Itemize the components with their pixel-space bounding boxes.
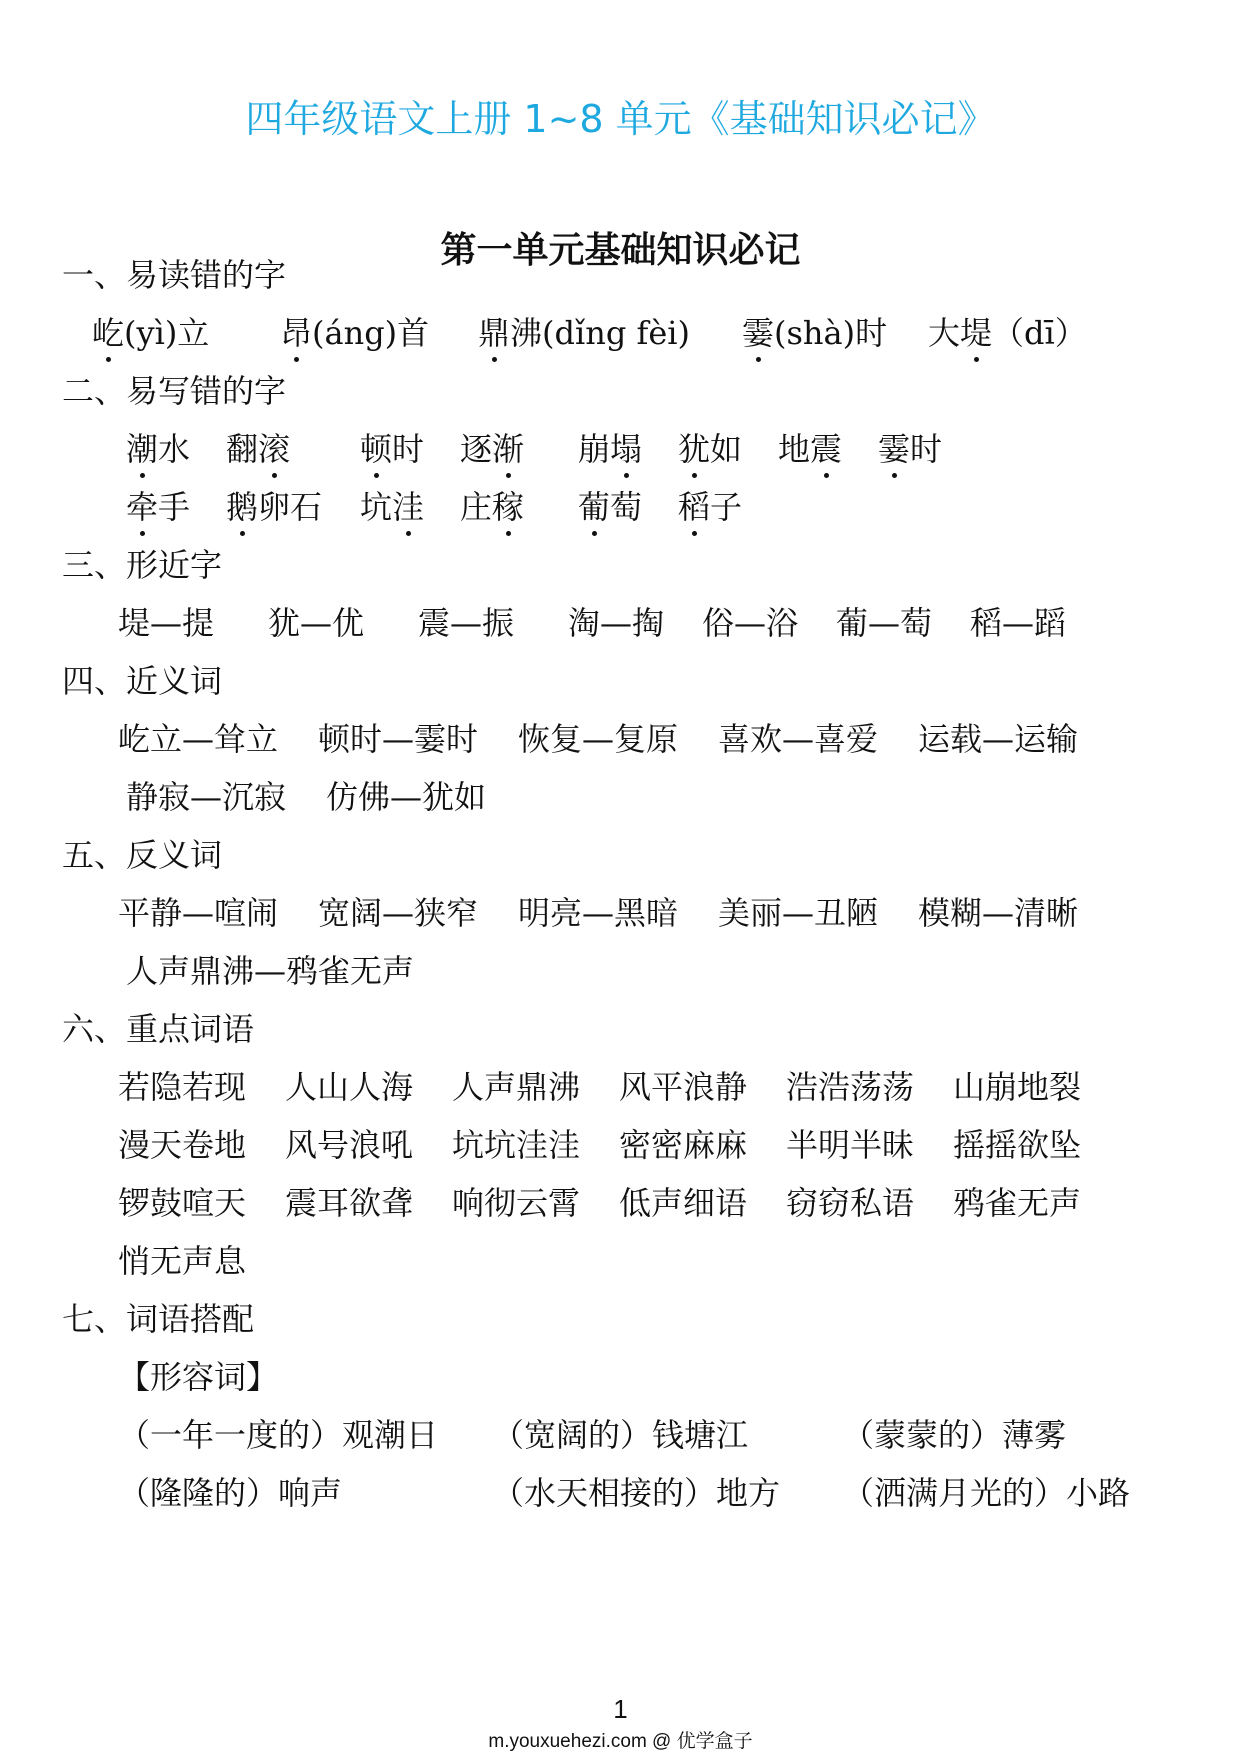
key-word: 人山人海 <box>285 1068 414 1106</box>
key-word: 低声细语 <box>619 1184 748 1222</box>
collocation-phrase: （宽阔的）钱塘江 <box>492 1416 749 1454</box>
collocation-phrase: （蒙蒙的）薄雾 <box>842 1416 1067 1454</box>
synonym-pair: 喜欢—喜爱 <box>718 720 879 758</box>
section-heading-6: 六、重点词语 <box>62 1010 255 1048</box>
key-word: 山崩地裂 <box>953 1068 1082 1106</box>
section-heading-4: 四、近义词 <box>62 662 223 700</box>
antonyms-row-2 <box>0 946 1241 990</box>
miswrite-word: 鹅卵石 <box>226 488 323 526</box>
pronunciation-item: 昂(áng)首 <box>280 314 430 352</box>
pronunciation-row <box>0 308 1241 352</box>
section-heading-1: 一、易读错的字 <box>62 256 287 294</box>
synonym-pair: 恢复—复原 <box>518 720 679 758</box>
synonym-pair: 运载—运输 <box>918 720 1079 758</box>
key-word: 半明半昧 <box>786 1126 915 1164</box>
miswrite-word: 稻子 <box>678 488 743 526</box>
similar-pair: 淘—掏 <box>568 604 665 642</box>
miswrite-word: 葡萄 <box>578 488 643 526</box>
key-word: 窃窃私语 <box>786 1184 915 1222</box>
key-word: 人声鼎沸 <box>452 1068 581 1106</box>
pronunciation-item: 鼎沸(dǐng fèi) <box>478 314 690 352</box>
key-word: 摇摇欲坠 <box>953 1126 1082 1164</box>
antonym-pair: 明亮—黑暗 <box>518 894 679 932</box>
collocation-phrase: （洒满月光的）小路 <box>842 1474 1131 1512</box>
miswrite-word: 地震 <box>778 430 843 468</box>
miswrite-word: 崩塌 <box>578 430 643 468</box>
antonym-pair: 美丽—丑陋 <box>718 894 879 932</box>
miswrite-word: 庄稼 <box>460 488 525 526</box>
collocation-row-2 <box>0 1468 1241 1512</box>
antonym-pair: 模糊—清晰 <box>918 894 1079 932</box>
synonyms-row-1 <box>0 714 1241 758</box>
miswrite-word: 顿时 <box>360 430 425 468</box>
synonym-pair: 静寂—沉寂 <box>126 778 287 816</box>
synonyms-row-2 <box>0 772 1241 816</box>
antonym-pair: 平静—喧闹 <box>118 894 279 932</box>
synonym-pair: 仿佛—犹如 <box>326 778 487 816</box>
unit-title: 第一单元基础知识必记 <box>440 229 801 271</box>
section-heading-7: 七、词语搭配 <box>62 1300 255 1338</box>
document-title: 四年级语文上册 1~8 单元《基础知识必记》 <box>245 97 996 141</box>
pronunciation-item: 大堤（dī） <box>928 314 1087 352</box>
collocation-phrase: （水天相接的）地方 <box>492 1474 781 1512</box>
miswrite-word: 坑洼 <box>360 488 425 526</box>
similar-pair: 稻—蹈 <box>970 604 1067 642</box>
key-word: 坑坑洼洼 <box>452 1126 581 1164</box>
key-word: 鸦雀无声 <box>953 1184 1082 1222</box>
key-word: 悄无声息 <box>118 1242 247 1280</box>
collocation-heading: 【形容词】 <box>118 1358 279 1396</box>
miswrite-word: 翻滚 <box>226 430 291 468</box>
section-heading-5: 五、反义词 <box>62 836 223 874</box>
miswrite-row-1 <box>0 424 1241 468</box>
antonym-pair: 人声鼎沸—鸦雀无声 <box>126 952 415 990</box>
similar-pair: 犹—优 <box>268 604 365 642</box>
miswrite-word: 逐渐 <box>460 430 525 468</box>
pronunciation-item: 霎(shà)时 <box>742 314 888 352</box>
key-words-row-1 <box>0 1062 1241 1106</box>
key-word: 浩浩荡荡 <box>786 1068 915 1106</box>
footer-source: m.youxuehezi.com @ 优学盒子 <box>488 1731 753 1752</box>
pronunciation-item: 屹(yì)立 <box>92 314 210 352</box>
key-word: 风平浪静 <box>619 1068 748 1106</box>
miswrite-word: 潮水 <box>126 430 191 468</box>
key-words-row-2 <box>0 1120 1241 1164</box>
similar-pair: 堤—提 <box>118 604 215 642</box>
synonym-pair: 顿时—霎时 <box>318 720 479 758</box>
section-heading-2: 二、易写错的字 <box>62 372 287 410</box>
key-word: 风号浪吼 <box>285 1126 414 1164</box>
key-word: 若隐若现 <box>118 1068 247 1106</box>
similar-pair: 俗—浴 <box>702 604 799 642</box>
section-heading-3: 三、形近字 <box>62 546 223 584</box>
key-word: 响彻云霄 <box>452 1184 581 1222</box>
antonym-pair: 宽阔—狭窄 <box>318 894 479 932</box>
collocation-phrase: （隆隆的）响声 <box>118 1474 343 1512</box>
similar-chars-row <box>0 598 1241 642</box>
antonyms-row-1 <box>0 888 1241 932</box>
miswrite-row-2 <box>0 482 1241 526</box>
miswrite-word: 霎时 <box>878 430 943 468</box>
collocation-phrase: （一年一度的）观潮日 <box>118 1416 439 1454</box>
key-word: 漫天卷地 <box>118 1126 247 1164</box>
similar-pair: 葡—萄 <box>836 604 933 642</box>
collocation-row-1 <box>0 1410 1241 1454</box>
miswrite-word: 犹如 <box>678 430 743 468</box>
page-number: 1 <box>613 1694 628 1724</box>
key-words-row-4 <box>0 1236 1241 1280</box>
synonym-pair: 屹立—耸立 <box>118 720 279 758</box>
miswrite-word: 牵手 <box>126 488 191 526</box>
key-word: 锣鼓喧天 <box>118 1184 247 1222</box>
key-word: 震耳欲聋 <box>285 1184 414 1222</box>
similar-pair: 震—振 <box>418 604 515 642</box>
key-word: 密密麻麻 <box>619 1126 748 1164</box>
key-words-row-3 <box>0 1178 1241 1222</box>
